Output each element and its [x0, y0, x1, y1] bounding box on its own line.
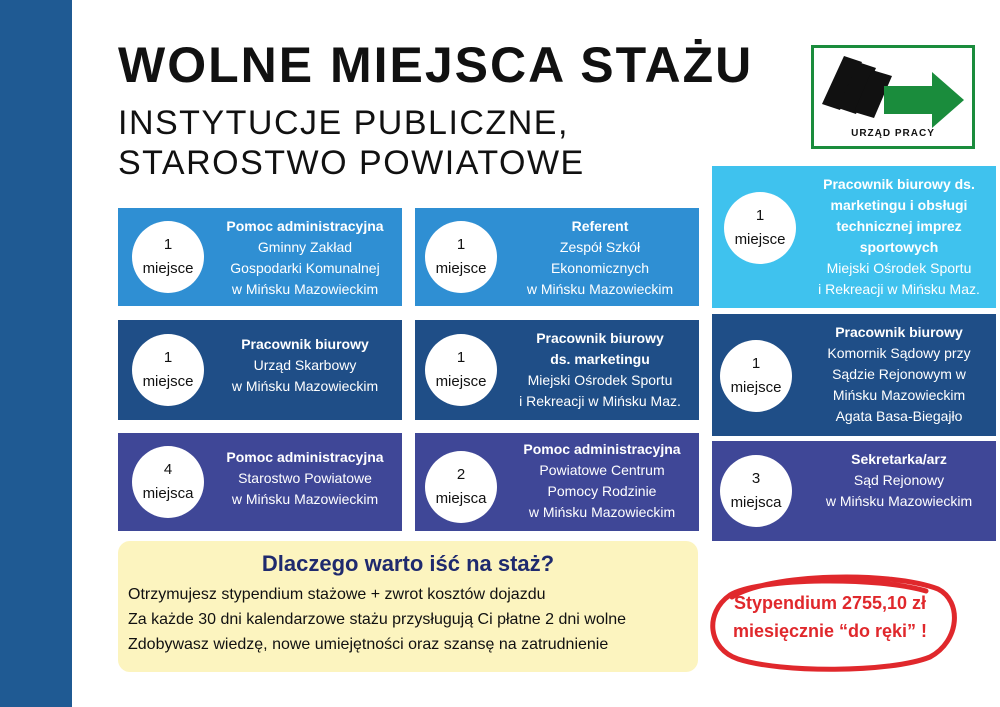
employer-line: Gminny Zakład: [257, 239, 353, 255]
employer-line: w Mińsku Mazowieckim: [231, 281, 379, 297]
slots-unit: miejsce: [734, 231, 786, 248]
role-title: technicznej imprez: [836, 218, 962, 234]
benefit-item: Za każde 30 dni kalendarzowe stażu przysługują Ci płatne 2 dni wolne: [128, 611, 627, 628]
benefits-title: Dlaczego warto iść na staż?: [261, 551, 555, 576]
slots-unit: miejsca: [730, 494, 782, 511]
benefit-item: Zdobywasz wiedzę, nowe umiejętności oraz szansę na zatrudnienie: [128, 636, 609, 653]
offer-card-9: [712, 441, 996, 541]
urzad-pracy-logo: [811, 45, 975, 149]
page-title: WOLNE MIEJSCA STAŻU: [118, 37, 754, 93]
role-title: Pomoc administracyjna: [226, 218, 384, 234]
employer-line: Pomocy Rodzinie: [547, 483, 657, 499]
slots-circle: [720, 455, 792, 527]
employer-line: Sądzie Rejonowym w: [832, 366, 966, 382]
employer-line: Sąd Rejonowy: [853, 472, 945, 488]
slots-unit: miejsca: [435, 490, 487, 507]
role-title: Sekretarka/arz: [851, 451, 947, 467]
employer-line: Powiatowe Centrum: [539, 462, 665, 478]
benefit-item: Otrzymujesz stypendium stażowe + zwrot kosztów dojazdu: [128, 586, 546, 603]
employer-line: i Rekreacji w Mińsku Maz.: [818, 281, 980, 297]
offer-card-6: [712, 314, 996, 436]
employer-line: i Rekreacji w Mińsku Maz.: [519, 393, 681, 409]
offer-card-2: [415, 208, 699, 306]
slots-count: 4: [163, 461, 173, 478]
slots-count: 1: [456, 349, 466, 366]
side-stripe: [0, 0, 72, 707]
slots-circle: [724, 192, 796, 264]
slots-unit: miejsca: [142, 485, 194, 502]
slots-count: 1: [751, 355, 761, 372]
slots-circle: [132, 334, 204, 406]
employer-line: Ekonomicznych: [550, 260, 650, 276]
slots-circle: [425, 221, 497, 293]
employer-line: Starostwo Powiatowe: [238, 470, 372, 486]
slots-count: 1: [755, 207, 765, 224]
slots-unit: miejsce: [435, 373, 487, 390]
offer-card-3: [712, 166, 996, 308]
role-title: Pomoc administracyjna: [226, 449, 384, 465]
stamp-line-1: Stypendium 2755,10 zł: [733, 593, 927, 613]
slots-circle: [425, 334, 497, 406]
employer-line: Miejski Ośrodek Sportu: [826, 260, 972, 276]
employer-line: Zespół Szkół: [559, 239, 641, 255]
slots-unit: miejsce: [730, 379, 782, 396]
slots-unit: miejsce: [142, 260, 194, 277]
role-title: Referent: [571, 218, 629, 234]
role-title: Pracownik biurowy: [241, 336, 369, 352]
employer-line: w Mińsku Mazowieckim: [825, 493, 973, 509]
role-title: Pracownik biurowy ds.: [823, 176, 975, 192]
role-title: Pomoc administracyjna: [523, 441, 681, 457]
employer-line: w Mińsku Mazowieckim: [231, 491, 379, 507]
slots-count: 3: [751, 470, 761, 487]
employer-line: w Mińsku Mazowieckim: [528, 504, 676, 520]
offer-card-7: [118, 433, 402, 531]
employer-line: w Mińsku Mazowieckim: [231, 378, 379, 394]
employer-line: Gospodarki Komunalnej: [230, 260, 380, 276]
subtitle-line-1: INSTYTUCJE PUBLICZNE,: [118, 104, 569, 142]
slots-count: 1: [456, 236, 466, 253]
benefits-box: [118, 541, 698, 672]
offer-card-4: [118, 320, 402, 420]
role-title: marketingu i obsługi: [830, 197, 968, 213]
slots-unit: miejsce: [142, 373, 194, 390]
slots-unit: miejsce: [435, 260, 487, 277]
employer-line: Miejski Ośrodek Sportu: [527, 372, 673, 388]
offer-card-5: [415, 320, 699, 420]
role-title: sportowych: [859, 239, 939, 255]
stamp-line-2: miesięcznie “do ręki” !: [732, 621, 928, 641]
offer-card-1: [118, 208, 402, 306]
stipend-stamp: [700, 567, 960, 675]
logo-text: URZĄD PRACY: [851, 128, 935, 139]
employer-line: w Mińsku Mazowieckim: [526, 281, 674, 297]
role-title: Pracownik biurowy: [835, 324, 963, 340]
role-title: ds. marketingu: [550, 351, 650, 367]
slots-circle: [720, 340, 792, 412]
employer-line: Komornik Sądowy przy: [827, 345, 971, 361]
slots-circle: [132, 446, 204, 518]
offer-card-8: [415, 433, 699, 531]
slots-circle: [425, 451, 497, 523]
slots-count: 2: [456, 466, 466, 483]
employer-line: Urząd Skarbowy: [253, 357, 357, 373]
employer-line: Agata Basa-Biegajło: [835, 408, 963, 424]
subtitle-line-2: STAROSTWO POWIATOWE: [118, 144, 585, 182]
slots-circle: [132, 221, 204, 293]
slots-count: 1: [163, 349, 173, 366]
role-title: Pracownik biurowy: [536, 330, 664, 346]
employer-line: Mińsku Mazowieckim: [832, 387, 966, 403]
slots-count: 1: [163, 236, 173, 253]
